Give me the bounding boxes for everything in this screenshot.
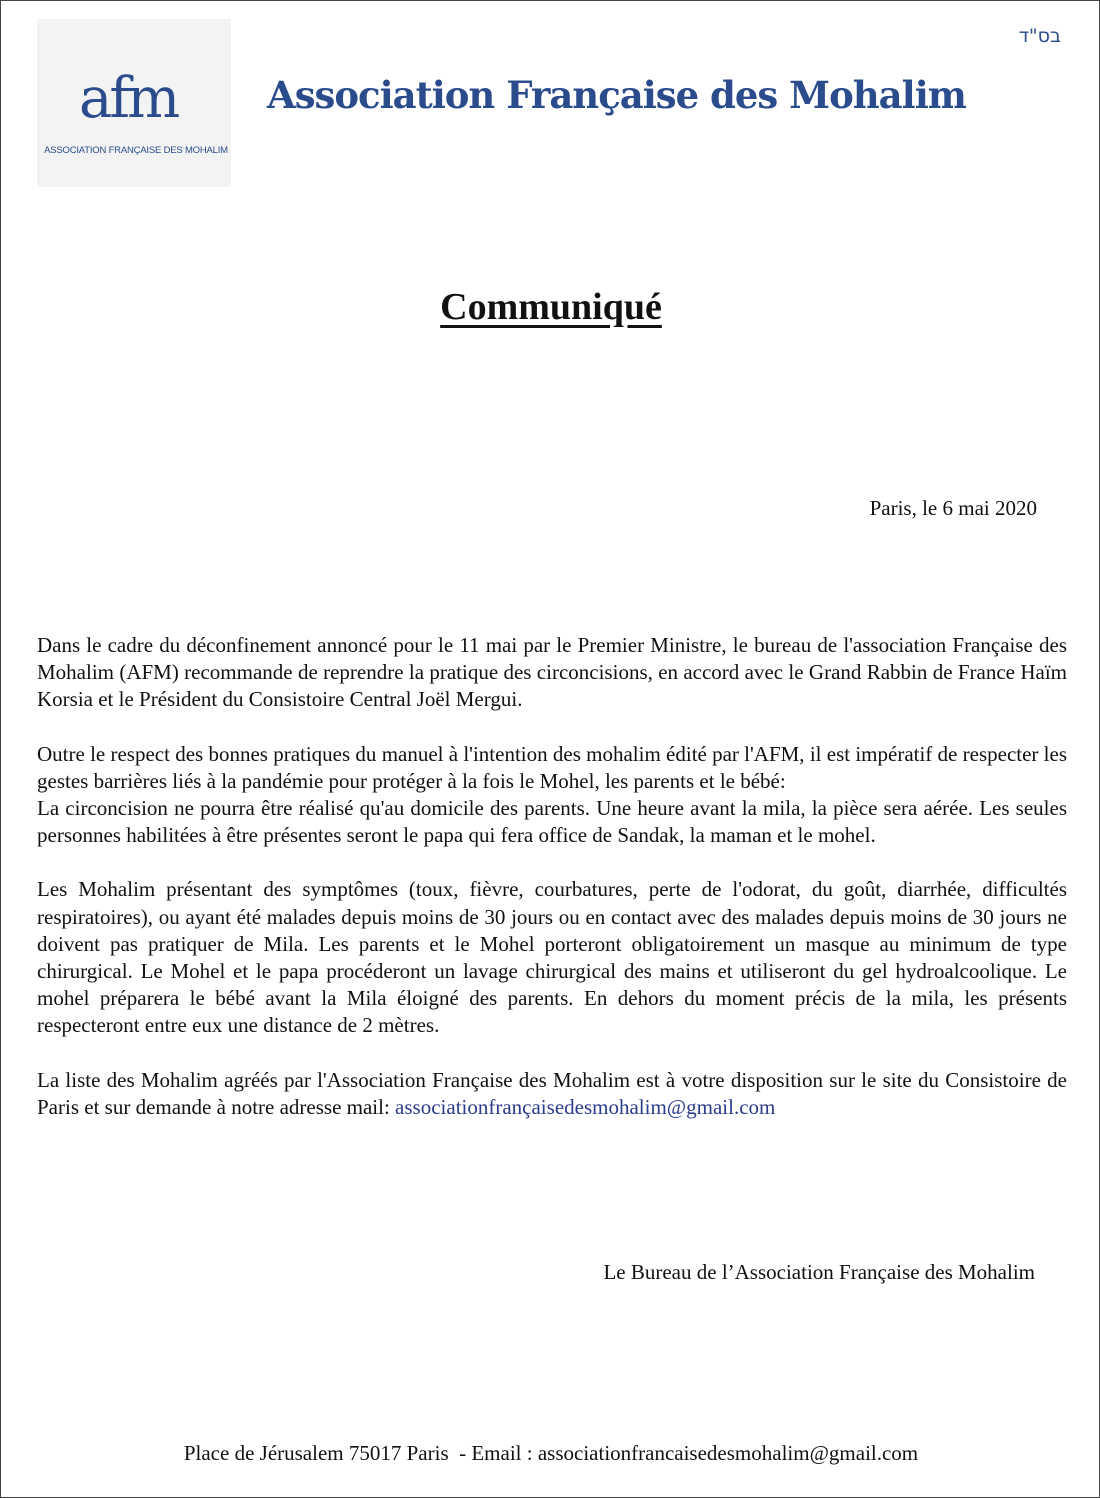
footer-address: Place de Jérusalem 75017 Paris - Email : associationfrancaisedesmohalim@gmail.com xyxy=(183,1441,919,1465)
email-link[interactable]: associationfrançaisedesmohalim@gmail.com xyxy=(395,1094,776,1119)
paragraph-contact xyxy=(37,1067,1067,1121)
signature: Le Bureau de l’Association Française des Mohalim xyxy=(603,1260,1035,1284)
logo-mark: afm xyxy=(79,66,178,131)
paragraph-guidelines: Outre le respect des bonnes pratiques du manuel à l'intention des mohalim édité par l'AFM, il est impératif de respecter les gestes barrières liés à la pandémie pour protéger à la fois le Mohel, les parents et le bébé: xyxy=(37,741,1067,793)
document-body xyxy=(37,632,1067,1121)
organization-title: Association Française des Mohalim xyxy=(267,73,966,117)
hebrew-mark: בס"ד xyxy=(1018,25,1061,47)
afm-logo xyxy=(37,19,231,187)
document-title: Communiqué xyxy=(440,286,662,328)
logo-caption: ASSOCIATION FRANÇAISE DES MOHALIM xyxy=(44,145,228,156)
document-date: Paris, le 6 mai 2020 xyxy=(869,496,1037,520)
contact-text: La liste des Mohalim agréés par l'Association Française des Mohalim est à votre disposition sur le site du Consistoire de Paris et sur demande à notre adresse mail: xyxy=(37,1067,1067,1119)
paragraph-intro: Dans le cadre du déconfinement annoncé pour le 11 mai par le Premier Ministre, le bureau de l'association Française des Mohalim (AFM) recommande de reprendre la pratique des circoncisions, en accord avec le Grand Rabbin de France Haïm Korsia et le Président du Consistoire Central Joël Mergui. xyxy=(37,633,1067,712)
paragraph-location: La circoncision ne pourra être réalisé qu'au domicile des parents. Une heure avant la mila, la pièce sera aérée. Les seules personnes habilitées à être présentes seront le papa qui fera office de Sandak, la maman et le mohel. xyxy=(37,796,1067,848)
paragraph-symptoms: Les Mohalim présentant des symptômes (toux, fièvre, courbatures, perte de l'odorat, du goût, diarrhée, difficultés respiratoires), ou ayant été malades depuis moins de 30 jours ou en contact avec des malades depuis moins de 30 jours ne doivent pas pratiquer de Mila. Les parents et le Mohel porteront obligatoirement un masque au minimum de type chirurgical. Le Mohel et le papa procéderont un lavage chirurgical des mains et utiliseront du gel hydroalcoolique. Le mohel préparera le bébé avant la Mila éloigné des parents. En dehors du moment précis de la mila, les présents respecteront entre eux une distance de 2 mètres. xyxy=(37,877,1067,1038)
